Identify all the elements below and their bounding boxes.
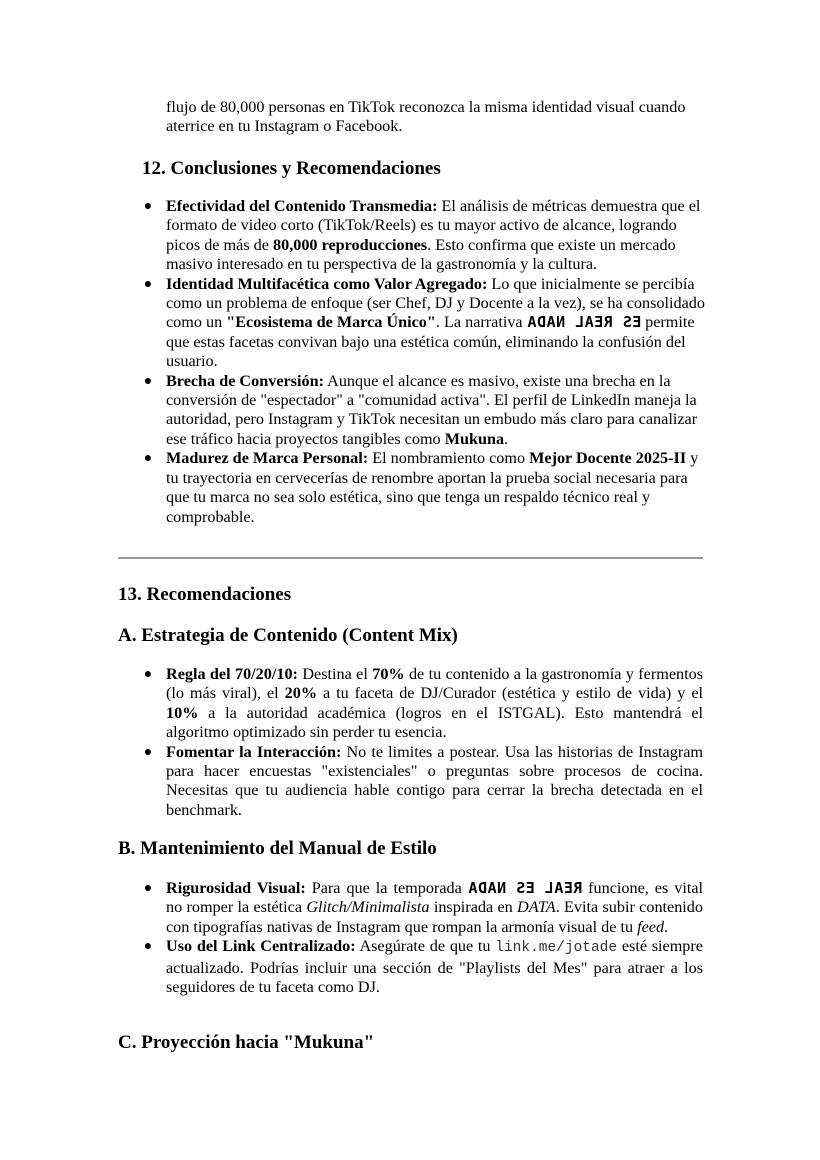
subsection-c-heading: C. Proyección hacia "Mukuna" <box>118 1032 375 1053</box>
item-label: Brecha de Conversión: <box>166 371 324 390</box>
item-label: Regla del 70/20/10: <box>166 665 298 683</box>
bullet-icon: ● <box>143 451 153 467</box>
horizontal-rule <box>118 557 703 559</box>
item-label: Rigurosidad Visual: <box>166 879 306 897</box>
subsection-b-list <box>143 879 704 997</box>
subsection-b-heading: B. Mantenimiento del Manual de Estilo <box>118 838 437 859</box>
list-item: ● Fomentar la Interacción: No te limites a postear. Usa las historias de Instagram para hacer encuestas "existenciales" o preguntas sobre procesos de cocina. Necesitas que tu audiencia hable contigo para cerrar la brecha detectada en el benchmark. <box>143 742 703 819</box>
brand-logotype: REAL ES NADA <box>467 879 583 897</box>
bullet-icon: ● <box>143 881 153 896</box>
list-item: ● Uso del Link Centralizado: Asegúrate de que tu link.me/jotade esté siempre actualizado. Podrías incluir una sección de "Playlists del Mes" para atraer a los seguidores de tu faceta como DJ. <box>143 937 703 997</box>
bullet-icon: ● <box>143 199 153 214</box>
bullet-icon: ● <box>143 373 153 389</box>
list-item: ● Efectividad del Contenido Transmedia: El análisis de métricas demuestra que el formato de video corto (TikTok/Reels) es tu mayor activo de alcance, logrando picos de más de 80,000 reproducciones. Esto confirma que existe un mercado masivo interesado en tu perspectiva de la gastronomía y la cultura. <box>143 197 701 274</box>
list-item: ● Madurez de Marca Personal: El nombramiento como Mejor Docente 2025-II y tu trayectoria en cervecerías de renombre aportan la prueba social necesaria para que tu marca no sea solo estética, sino que tenga un respaldo técnico real y comprobable. <box>143 449 699 526</box>
item-label: Efectividad del Contenido Transmedia: <box>166 197 438 215</box>
subsection-a-heading: A. Estrategia de Contenido (Content Mix) <box>118 625 458 646</box>
link-text[interactable]: link.me/jotade <box>495 940 618 957</box>
bullet-icon: ● <box>143 744 153 760</box>
section-13-heading: 13. Recomendaciones <box>118 584 292 605</box>
intro-paragraph: flujo de 80,000 personas en TikTok reconozca la misma identidad visual cuando aterrice en tu Instagram o Facebook. <box>166 98 686 136</box>
subsection-a-list <box>143 665 703 820</box>
item-label: Madurez de Marca Personal: <box>166 449 369 468</box>
item-label: Uso del Link Centralizado: <box>166 937 356 956</box>
list-item: ● Regla del 70/20/10: Destina el 70% de tu contenido a la gastronomía y fermentos (lo más viral), el 20% a tu faceta de DJ/Curador (estética y estilo de vida) y el 10% a la autoridad académica (logros en el ISTGAL). Esto mantendrá el algoritmo optimizado sin perder tu esencia. <box>143 665 703 742</box>
list-item: ● Identidad Multifacética como Valor Agregado: Lo que inicialmente se percibía como un problema de enfoque (ser Chef, DJ y Docente a la vez), se ha consolidado como un "Ecosistema de Marca Único". La narrativa ES REAL NADA permite que estas facetas convivan bajo una estética común, eliminando la confusión del usuario. <box>143 274 705 371</box>
item-label: Identidad Multifacética como Valor Agregado: <box>166 274 488 293</box>
item-label: Fomentar la Interacción: <box>166 742 342 761</box>
brand-logotype: ES REAL NADA <box>526 313 642 332</box>
list-item: ● Brecha de Conversión: Aunque el alcance es masivo, existe una brecha en la conversión de "espectador" a "comunidad activa". El perfil de LinkedIn maneja la autoridad, pero Instagram y TikTok necesitan un embudo más claro para canalizar ese tráfico hacia proyectos tangibles como Mukuna. <box>143 371 698 448</box>
list-item: ● Rigurosidad Visual: Para que la temporada REAL ES NADA funcione, es vital no romper la estética Glitch/Minimalista inspirada en DATA. Evita subir contenido con tipografías nativas de Instagram que rompan la armonía visual de tu feed. <box>143 879 704 936</box>
section-12-heading: 12. Conclusiones y Recomendaciones <box>142 158 441 179</box>
bullet-icon: ● <box>143 667 153 682</box>
bullet-icon: ● <box>143 939 153 955</box>
bullet-icon: ● <box>143 276 153 292</box>
section-12-list <box>143 197 706 527</box>
